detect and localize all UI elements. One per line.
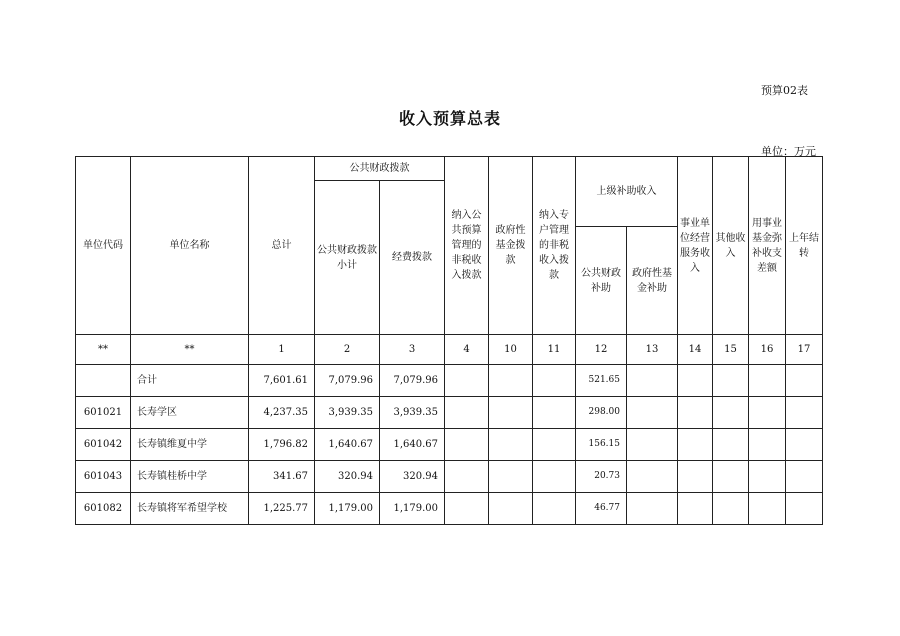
total-cell: 7,601.61 [249,365,315,397]
empty-cell [627,461,678,493]
index-cell: ** [131,335,249,365]
unit-code-cell: 601043 [76,461,131,493]
superior-public-cell: 20.73 [576,461,627,493]
header-operating: 事业单位经营服务收入 [678,157,713,335]
header-unit-code: 单位代码 [76,157,131,335]
header-gov-fund: 政府性基金拨款 [489,157,533,335]
header-other: 其他收入 [713,157,749,335]
empty-cell [678,461,713,493]
superior-public-cell: 521.65 [576,365,627,397]
empty-cell [445,429,489,461]
total-cell: 341.67 [249,461,315,493]
table-row [76,397,823,429]
empty-cell [749,429,786,461]
empty-cell [786,429,823,461]
index-cell: 2 [315,335,380,365]
empty-cell [713,397,749,429]
unit-code-cell: 601021 [76,397,131,429]
unit-name-cell: 长寿镇维夏中学 [131,429,249,461]
index-cell: 1 [249,335,315,365]
header-special-non-tax: 纳入专户管理的非税收入拨款 [533,157,576,335]
index-cell: 11 [533,335,576,365]
header-superior-gov-fund: 政府性基金补助 [627,227,678,335]
subtotal-cell: 7,079.96 [315,365,380,397]
table-row [76,461,823,493]
empty-cell [489,461,533,493]
header-unit-name: 单位名称 [131,157,249,335]
total-cell: 1,796.82 [249,429,315,461]
header-total: 总计 [249,157,315,335]
empty-cell [749,493,786,525]
funding-cell: 3,939.35 [380,397,445,429]
empty-cell [445,397,489,429]
header-carryover: 上年结转 [786,157,823,335]
empty-cell [489,397,533,429]
funding-cell: 1,179.00 [380,493,445,525]
empty-cell [786,397,823,429]
empty-cell [713,429,749,461]
index-cell: 16 [749,335,786,365]
total-cell: 4,237.35 [249,397,315,429]
superior-public-cell: 46.77 [576,493,627,525]
empty-cell [533,429,576,461]
empty-cell [749,461,786,493]
income-budget-table [75,156,823,525]
empty-cell [713,461,749,493]
funding-cell: 7,079.96 [380,365,445,397]
index-cell: 10 [489,335,533,365]
index-cell: ** [76,335,131,365]
empty-cell [489,365,533,397]
table-row [76,493,823,525]
index-cell: 4 [445,335,489,365]
empty-cell [786,365,823,397]
index-cell: 14 [678,335,713,365]
total-cell: 1,225.77 [249,493,315,525]
empty-cell [489,493,533,525]
header-superior-subsidy: 上级补助收入 [576,157,678,227]
subtotal-cell: 1,640.67 [315,429,380,461]
empty-cell [786,493,823,525]
empty-cell [445,493,489,525]
empty-cell [786,461,823,493]
header-public-fiscal: 公共财政拨款 [315,157,445,181]
subtotal-cell: 3,939.35 [315,397,380,429]
unit-code-cell: 601042 [76,429,131,461]
empty-cell [533,461,576,493]
empty-cell [678,397,713,429]
empty-cell [533,397,576,429]
index-cell: 15 [713,335,749,365]
subtotal-cell: 1,179.00 [315,493,380,525]
empty-cell [678,429,713,461]
empty-cell [627,429,678,461]
empty-cell [627,365,678,397]
unit-label: 单位：万元 [761,145,816,158]
index-cell: 13 [627,335,678,365]
empty-cell [627,493,678,525]
index-row [76,335,823,365]
empty-cell [678,493,713,525]
unit-name-cell: 合计 [131,365,249,397]
table-row [76,429,823,461]
unit-code-cell [76,365,131,397]
empty-cell [627,397,678,429]
superior-public-cell: 156.15 [576,429,627,461]
funding-cell: 1,640.67 [380,429,445,461]
unit-name-cell: 长寿学区 [131,397,249,429]
empty-cell [533,365,576,397]
unit-name-cell: 长寿镇将军希望学校 [131,493,249,525]
funding-cell: 320.94 [380,461,445,493]
empty-cell [749,397,786,429]
empty-cell [445,365,489,397]
header-superior-public: 公共财政补助 [576,227,627,335]
table-row [76,365,823,397]
index-cell: 3 [380,335,445,365]
unit-name-cell: 长寿镇桂桥中学 [131,461,249,493]
empty-cell [713,493,749,525]
header-public-fiscal-subtotal: 公共财政拨款小计 [315,181,380,335]
header-funding: 经费拨款 [380,181,445,335]
index-cell: 12 [576,335,627,365]
unit-code-cell: 601082 [76,493,131,525]
form-number: 预算02表 [761,84,808,97]
empty-cell [489,429,533,461]
subtotal-cell: 320.94 [315,461,380,493]
header-non-tax: 纳入公共预算管理的非税收入拨款 [445,157,489,335]
empty-cell [749,365,786,397]
index-cell: 17 [786,335,823,365]
page-title: 收入预算总表 [398,109,501,128]
empty-cell [713,365,749,397]
empty-cell [678,365,713,397]
empty-cell [533,493,576,525]
empty-cell [445,461,489,493]
superior-public-cell: 298.00 [576,397,627,429]
header-cover-deficit: 用事业基金弥补收支差额 [749,157,786,335]
